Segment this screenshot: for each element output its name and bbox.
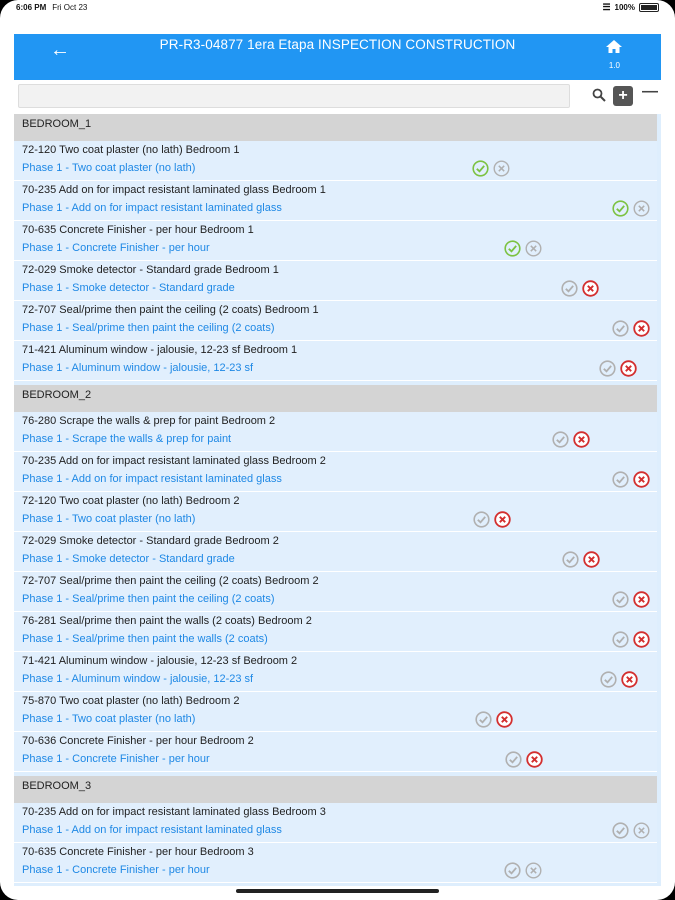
search-icon[interactable] — [592, 88, 606, 102]
list-item[interactable] — [14, 652, 657, 692]
item-subtitle: Phase 1 - Seal/prime then paint the ceiling (2 coats) — [22, 322, 275, 334]
item-title: 71-421 Aluminum window - jalousie, 12-23 sf Bedroom 1 — [22, 344, 298, 356]
list-item[interactable] — [14, 412, 657, 452]
item-subtitle: Phase 1 - Seal/prime then paint the ceiling (2 coats) — [22, 593, 275, 605]
x-circle-icon[interactable] — [633, 822, 650, 839]
x-circle-icon[interactable] — [633, 471, 650, 488]
app-header — [14, 34, 661, 80]
search-bar — [14, 80, 661, 114]
section-gap — [14, 883, 661, 886]
check-circle-icon[interactable] — [612, 320, 629, 337]
check-circle-icon[interactable] — [612, 471, 629, 488]
list-item[interactable] — [14, 843, 657, 883]
battery-icon — [639, 3, 659, 12]
section-title: BEDROOM_1 — [22, 118, 92, 130]
item-subtitle: Phase 1 - Aluminum window - jalousie, 12-23 sf — [22, 673, 254, 685]
list-item[interactable] — [14, 261, 657, 301]
wifi-icon: ☰ — [602, 1, 611, 12]
list-item[interactable] — [14, 341, 657, 381]
item-title: 70-635 Concrete Finisher - per hour Bedroom 3 — [22, 846, 254, 858]
item-subtitle: Phase 1 - Two coat plaster (no lath) — [22, 513, 196, 525]
item-subtitle: Phase 1 - Add on for impact resistant laminated glass — [22, 824, 282, 836]
item-subtitle: Phase 1 - Add on for impact resistant laminated glass — [22, 473, 282, 485]
x-circle-icon[interactable] — [633, 320, 650, 337]
item-subtitle: Phase 1 - Smoke detector - Standard grade — [22, 553, 235, 565]
item-subtitle: Phase 1 - Two coat plaster (no lath) — [22, 713, 196, 725]
x-circle-icon[interactable] — [633, 631, 650, 648]
list-item[interactable] — [14, 452, 657, 492]
section-header — [14, 114, 657, 141]
item-subtitle: Phase 1 - Scrape the walls & prep for paint — [22, 433, 232, 445]
item-title: 72-707 Seal/prime then paint the ceiling (2 coats) Bedroom 2 — [22, 575, 319, 587]
x-circle-icon[interactable] — [493, 160, 510, 177]
back-arrow-icon[interactable]: ← — [50, 39, 70, 61]
item-subtitle: Phase 1 - Aluminum window - jalousie, 12-23 sf — [22, 362, 254, 374]
section-header — [14, 385, 657, 412]
section-title: BEDROOM_2 — [22, 389, 92, 401]
check-circle-icon[interactable] — [505, 751, 522, 768]
item-title: 72-029 Smoke detector - Standard grade Bedroom 1 — [22, 264, 279, 276]
check-circle-icon[interactable] — [562, 551, 579, 568]
check-circle-icon[interactable] — [599, 360, 616, 377]
check-circle-icon[interactable] — [475, 711, 492, 728]
status-time: 6:06 PM — [16, 2, 47, 12]
list-item[interactable] — [14, 181, 657, 221]
search-input[interactable] — [18, 84, 570, 108]
item-subtitle: Phase 1 - Add on for impact resistant laminated glass — [22, 202, 282, 214]
check-circle-icon[interactable] — [504, 240, 521, 257]
item-title: 72-707 Seal/prime then paint the ceiling (2 coats) Bedroom 1 — [22, 304, 319, 316]
check-circle-icon[interactable] — [612, 591, 629, 608]
home-icon[interactable] — [605, 39, 623, 54]
list-item[interactable] — [14, 803, 657, 843]
x-circle-icon[interactable] — [525, 240, 542, 257]
list-item[interactable] — [14, 532, 657, 572]
list-item[interactable] — [14, 692, 657, 732]
x-circle-icon[interactable] — [620, 360, 637, 377]
page-title: PR-R3-04877 1era Etapa INSPECTION CONSTRUCTION — [159, 37, 516, 52]
home-indicator — [236, 889, 439, 893]
item-title: 76-281 Seal/prime then paint the walls (2 coats) Bedroom 2 — [22, 615, 312, 627]
check-circle-icon[interactable] — [472, 160, 489, 177]
status-bar — [0, 0, 675, 14]
check-circle-icon[interactable] — [612, 200, 629, 217]
list-item[interactable] — [14, 141, 657, 181]
item-title: 70-235 Add on for impact resistant laminated glass Bedroom 3 — [22, 806, 326, 818]
list-item[interactable] — [14, 301, 657, 341]
check-circle-icon[interactable] — [473, 511, 490, 528]
x-circle-icon[interactable] — [526, 751, 543, 768]
item-title: 76-280 Scrape the walls & prep for paint Bedroom 2 — [22, 415, 276, 427]
x-circle-icon[interactable] — [633, 591, 650, 608]
section-header — [14, 776, 657, 803]
item-title: 75-870 Two coat plaster (no lath) Bedroom 2 — [22, 695, 240, 707]
x-circle-icon[interactable] — [494, 511, 511, 528]
item-title: 70-235 Add on for impact resistant laminated glass Bedroom 2 — [22, 455, 326, 467]
section-title: BEDROOM_3 — [22, 780, 92, 792]
item-subtitle: Phase 1 - Seal/prime then paint the walls (2 coats) — [22, 633, 268, 645]
list-item[interactable] — [14, 492, 657, 532]
add-button[interactable]: + — [613, 86, 633, 106]
item-subtitle: Phase 1 - Concrete Finisher - per hour — [22, 242, 210, 254]
collapse-all-button[interactable]: — — [642, 83, 658, 100]
item-title: 71-421 Aluminum window - jalousie, 12-23 sf Bedroom 2 — [22, 655, 298, 667]
x-circle-icon[interactable] — [496, 711, 513, 728]
x-circle-icon[interactable] — [582, 280, 599, 297]
status-date: Fri Oct 23 — [52, 2, 88, 12]
x-circle-icon[interactable] — [621, 671, 638, 688]
item-title: 70-636 Concrete Finisher - per hour Bedroom 2 — [22, 735, 254, 747]
x-circle-icon[interactable] — [525, 862, 542, 879]
check-circle-icon[interactable] — [552, 431, 569, 448]
item-title: 72-120 Two coat plaster (no lath) Bedroom 1 — [22, 144, 240, 156]
check-circle-icon[interactable] — [600, 671, 617, 688]
item-subtitle: Phase 1 - Two coat plaster (no lath) — [22, 162, 196, 174]
list-item[interactable] — [14, 732, 657, 772]
inspection-list — [14, 114, 661, 886]
item-title: 70-235 Add on for impact resistant laminated glass Bedroom 1 — [22, 184, 326, 196]
x-circle-icon[interactable] — [583, 551, 600, 568]
version-label: 1.0 — [608, 61, 620, 70]
item-title: 72-029 Smoke detector - Standard grade Bedroom 2 — [22, 535, 279, 547]
item-title: 72-120 Two coat plaster (no lath) Bedroom 2 — [22, 495, 240, 507]
check-circle-icon[interactable] — [504, 862, 521, 879]
item-subtitle: Phase 1 - Concrete Finisher - per hour — [22, 753, 210, 765]
x-circle-icon[interactable] — [633, 200, 650, 217]
check-circle-icon[interactable] — [561, 280, 578, 297]
x-circle-icon[interactable] — [573, 431, 590, 448]
check-circle-icon[interactable] — [612, 631, 629, 648]
item-title: 70-635 Concrete Finisher - per hour Bedroom 1 — [22, 224, 254, 236]
item-subtitle: Phase 1 - Concrete Finisher - per hour — [22, 864, 210, 876]
list-item[interactable] — [14, 572, 657, 612]
list-item[interactable] — [14, 612, 657, 652]
check-circle-icon[interactable] — [612, 822, 629, 839]
list-item[interactable] — [14, 221, 657, 261]
battery-percent: 100% — [614, 2, 635, 12]
item-subtitle: Phase 1 - Smoke detector - Standard grade — [22, 282, 235, 294]
